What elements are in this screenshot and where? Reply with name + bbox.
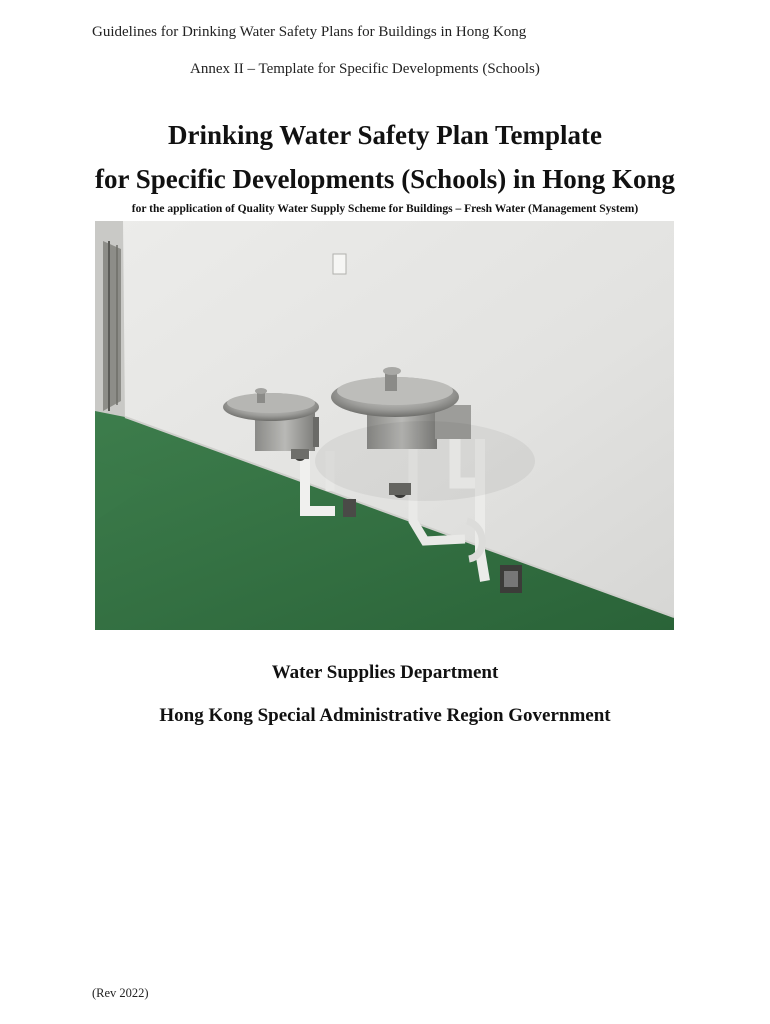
document-title-line1: Drinking Water Safety Plan Template [167,120,603,150]
revision-label: (Rev 2022) [92,986,149,1000]
running-header-annex: Annex II – Template for Specific Developments (Schools) [190,61,540,77]
document-subtitle: for the application of Quality Water Supply Scheme for Buildings – Fresh Water (Management System) [131,203,639,215]
drinking-fountain-photo [95,221,674,630]
organization-government: Hong Kong Special Administrative Region Government [159,705,611,726]
organization-department: Water Supplies Department [271,662,499,683]
document-title-line2: for Specific Developments (Schools) in Hong Kong [95,164,675,194]
running-header-title: Guidelines for Drinking Water Safety Plans for Buildings in Hong Kong [92,24,527,40]
